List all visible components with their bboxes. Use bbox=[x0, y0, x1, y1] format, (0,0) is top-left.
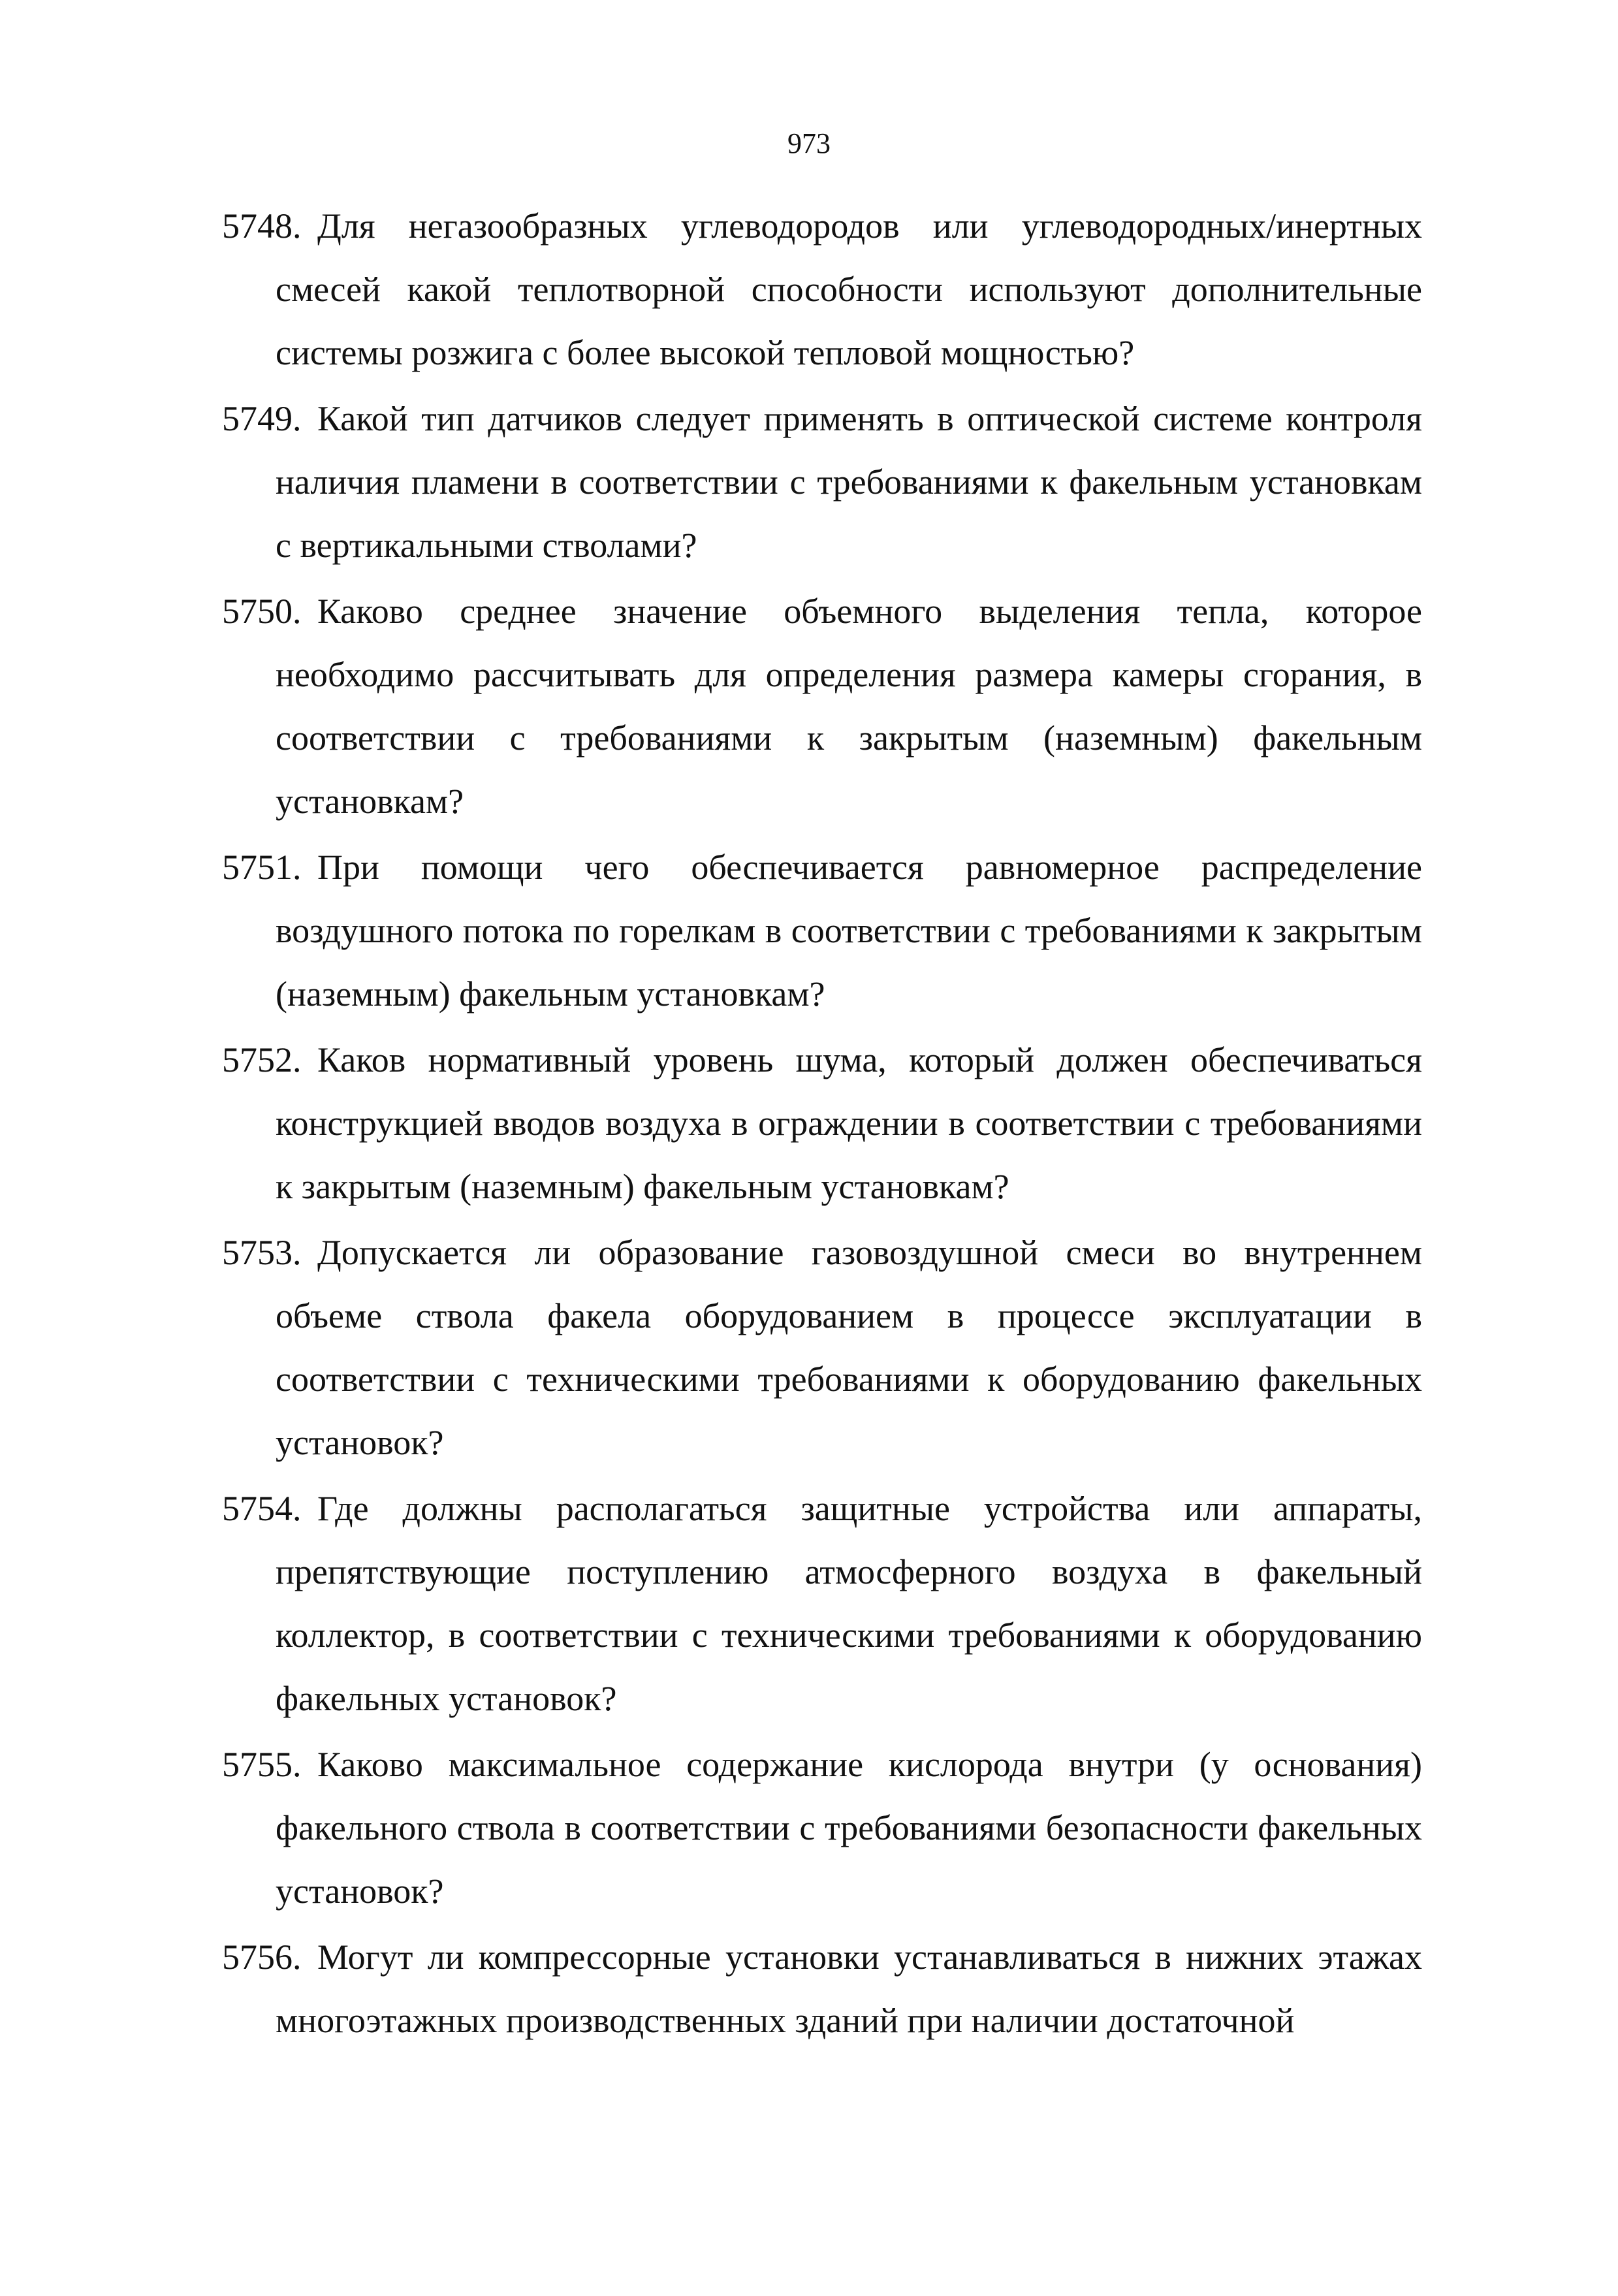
question-text bbox=[276, 1733, 1422, 1923]
question-number: 5750. bbox=[222, 592, 302, 631]
question-text bbox=[276, 1221, 1422, 1475]
question-item bbox=[222, 1028, 1422, 1219]
question-number: 5754. bbox=[222, 1489, 302, 1528]
question-text-content: Каково среднее значение объемного выделения тепла, которое необходимо рассчитывать для определения размера камеры сгорания, в соответствии с требованиями к закрытым (наземным) факельным установкам? bbox=[276, 592, 1422, 821]
question-text-content: Для негазообразных углеводородов или углеводородных/инертных смесей какой теплотворной способности используют дополнительные системы розжига с более высокой тепловой мощностью? bbox=[276, 206, 1422, 372]
question-text-content: Где должны располагаться защитные устройства или аппараты, препятствующие поступлению атмосферного воздуха в факельный коллектор, в соответствии с техническими требованиями к оборудованию факельных установок? bbox=[276, 1489, 1422, 1718]
question-text-content: При помощи чего обеспечивается равномерное распределение воздушного потока по горелкам в соответствии с требованиями к закрытым (наземным) факельным установкам? bbox=[276, 848, 1422, 1013]
question-number: 5752. bbox=[222, 1040, 302, 1079]
question-text bbox=[276, 387, 1422, 577]
question-text bbox=[276, 580, 1422, 833]
question-text bbox=[276, 836, 1422, 1026]
question-text-content: Какой тип датчиков следует применять в оптической системе контроля наличия пламени в соответствии с требованиями к факельным установкам с вертикальными стволами? bbox=[276, 399, 1422, 565]
question-text bbox=[276, 1477, 1422, 1730]
question-item bbox=[222, 195, 1422, 385]
question-text bbox=[276, 1028, 1422, 1219]
question-item bbox=[222, 1477, 1422, 1730]
question-number: 5755. bbox=[222, 1745, 302, 1784]
question-item bbox=[222, 387, 1422, 577]
question-text bbox=[276, 1926, 1422, 2052]
question-text-content: Могут ли компрессорные установки устанавливаться в нижних этажах многоэтажных производственных зданий при наличии достаточной bbox=[276, 1937, 1422, 2040]
question-item bbox=[222, 1926, 1422, 2052]
question-number: 5753. bbox=[222, 1233, 302, 1272]
question-text-content: Каков нормативный уровень шума, который должен обеспечиваться конструкцией вводов воздуха в ограждении в соответствии с требованиями к закрытым (наземным) факельным установкам? bbox=[276, 1040, 1422, 1206]
page-number: 973 bbox=[787, 127, 831, 159]
question-number: 5748. bbox=[222, 206, 302, 246]
question-text-content: Каково максимальное содержание кислорода внутри (у основания) факельного ствола в соответствии с требованиями безопасности факельных установок? bbox=[276, 1745, 1422, 1911]
question-number: 5756. bbox=[222, 1937, 302, 1977]
question-number: 5749. bbox=[222, 399, 302, 438]
question-item bbox=[222, 580, 1422, 833]
question-number: 5751. bbox=[222, 848, 302, 887]
question-text-content: Допускается ли образование газовоздушной смеси во внутреннем объеме ствола факела оборудованием в процессе эксплуатации в соответствии с техническими требованиями к оборудованию факельных установок? bbox=[276, 1233, 1422, 1462]
question-item bbox=[222, 1733, 1422, 1923]
question-text bbox=[276, 195, 1422, 385]
question-list bbox=[222, 195, 1422, 2052]
question-item bbox=[222, 1221, 1422, 1475]
question-item bbox=[222, 836, 1422, 1026]
